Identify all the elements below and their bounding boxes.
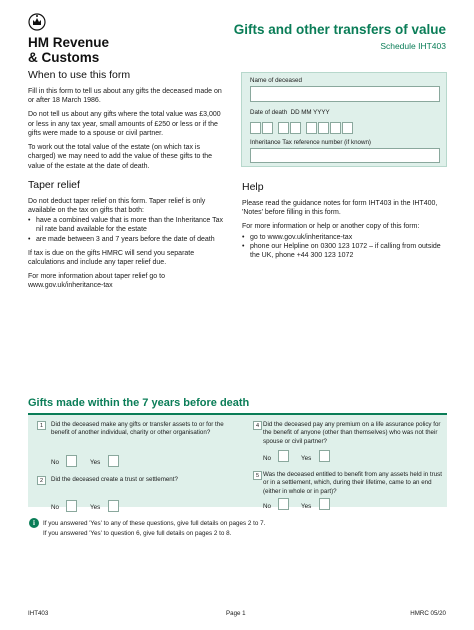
question-2-yes-checkbox[interactable]	[108, 500, 119, 512]
question-5-text: Was the deceased entitled to benefit from any assets held in trust or in a settlement, which, during their lifetime, came to an end (either in whole or in part)?	[263, 471, 442, 495]
help-section	[242, 181, 452, 265]
date-day-2-input[interactable]	[262, 122, 273, 134]
question-1-no-label: No	[51, 459, 60, 466]
question-1-number: 1	[37, 421, 46, 430]
dept-line-2: & Customs	[28, 49, 100, 65]
question-2-no-checkbox[interactable]	[66, 500, 77, 512]
form-title: Gifts and other transfers of value	[233, 22, 446, 37]
hmrc-logo	[28, 12, 148, 65]
name-of-deceased-input[interactable]	[250, 86, 440, 102]
list-item: • are made between 3 and 7 years before the date of death	[28, 235, 228, 244]
question-5-no-checkbox[interactable]	[278, 498, 289, 510]
question-4-number: 4	[253, 421, 262, 430]
list-item: • have a combined value that is more than the Inheritance Tax nil rate band available for the estate	[28, 216, 228, 234]
question-5-no-label: No	[263, 503, 272, 510]
when-to-use-p1: Fill in this form to tell us about any gifts the deceased made on or after 18 March 1986.	[28, 87, 222, 105]
footer-form-code: IHT403	[28, 610, 49, 617]
info-note	[43, 519, 265, 539]
taper-relief-list	[28, 216, 228, 244]
taper-relief-p2: If tax is due on the gifts HMRC will send you separate calculations and include any taper relief due.	[28, 249, 195, 266]
help-list	[242, 233, 452, 261]
schedule-label: Schedule IHT403	[380, 41, 446, 51]
taper-relief-p1: Do not deduct taper relief on this form. Taper relief is only available on the tax on gifts that both:	[28, 197, 206, 214]
taper-relief-heading: Taper relief	[28, 178, 80, 191]
date-year-3-input[interactable]	[330, 122, 341, 134]
taper-relief-p3: For more information about taper relief go to www.gov.uk/inheritance-tax	[28, 273, 165, 290]
department-name	[28, 36, 148, 65]
dept-line-1: HM Revenue	[28, 35, 110, 51]
question-4-no-checkbox[interactable]	[278, 450, 289, 462]
when-to-use-heading: When to use this form	[28, 69, 131, 81]
help-heading: Help	[242, 181, 264, 193]
question-2-no-label: No	[51, 504, 60, 511]
question-1-text: Did the deceased make any gifts or transfer assets to or for the benefit of another individual, charity or other organisation?	[51, 421, 224, 437]
iht-reference-label: Inheritance Tax reference number (if known)	[250, 139, 371, 146]
question-4-no-label: No	[263, 455, 272, 462]
help-p2: For more information or help or another copy of this form:	[242, 223, 420, 231]
date-year-4-input[interactable]	[342, 122, 353, 134]
question-1-yes-label: Yes	[90, 459, 101, 466]
question-1-no-checkbox[interactable]	[66, 455, 77, 467]
footer-version: HMRC 05/20	[410, 610, 446, 617]
deceased-details-panel	[241, 72, 447, 167]
date-year-2-input[interactable]	[318, 122, 329, 134]
help-link-gov-uk[interactable]: • go to www.gov.uk/inheritance-tax	[242, 233, 452, 242]
question-2-text: Did the deceased create a trust or settlement?	[51, 476, 178, 483]
date-of-death-text: Date of death	[250, 109, 288, 116]
question-4-text: Did the deceased pay any premium on a life assurance policy for the benefit of anyone (other than themselves) who was not their spouse or civil partner?	[263, 421, 441, 445]
when-to-use-p2: Do not tell us about any gifts where the total value was £3,000 or less in any tax year, small amounts of £250 or less or if the gifts were made to a spouse or civil partner.	[28, 111, 221, 137]
question-5-yes-checkbox[interactable]	[319, 498, 330, 510]
date-day-1-input[interactable]	[250, 122, 261, 134]
info-note-line-2: If you answered 'Yes' to question 6, give full details on pages 2 to 8.	[43, 529, 232, 537]
gifts-questions-panel	[28, 413, 447, 507]
date-month-2-input[interactable]	[290, 122, 301, 134]
royal-crest-icon	[28, 12, 46, 32]
gifts-section-title: Gifts made within the 7 years before death	[28, 397, 250, 409]
name-of-deceased-label: Name of deceased	[250, 77, 302, 84]
question-4-yes-label: Yes	[301, 455, 312, 462]
help-p1: Please read the guidance notes for form IHT403 in the IHT400, 'Notes' before filling in this form.	[242, 199, 438, 217]
question-4-yes-checkbox[interactable]	[319, 450, 330, 462]
question-1-yes-checkbox[interactable]	[108, 455, 119, 467]
info-icon: i	[29, 518, 39, 528]
info-note-line-1: If you answered 'Yes' to any of these questions, give full details on pages 2 to 7.	[43, 520, 266, 527]
when-to-use-p3: To work out the total value of the estate (on which tax is charged) we may need to add the value of these gifts to the value of the estate at the date of death.	[28, 144, 213, 170]
intro-column	[28, 69, 228, 296]
date-year-1-input[interactable]	[306, 122, 317, 134]
iht-reference-input[interactable]	[250, 148, 440, 163]
question-5-number: 5	[253, 471, 262, 480]
date-month-1-input[interactable]	[278, 122, 289, 134]
question-5-yes-label: Yes	[301, 503, 312, 510]
help-phone-item: • phone our Helpline on 0300 123 1072 – if calling from outside the UK, phone +44 300 123 1072	[242, 242, 452, 260]
date-of-death-label	[250, 109, 330, 117]
question-2-yes-label: Yes	[90, 504, 101, 511]
footer-page-number: Page 1	[226, 610, 246, 617]
question-2-number: 2	[37, 476, 46, 485]
date-format-hint: DD MM YYYY	[290, 109, 330, 116]
